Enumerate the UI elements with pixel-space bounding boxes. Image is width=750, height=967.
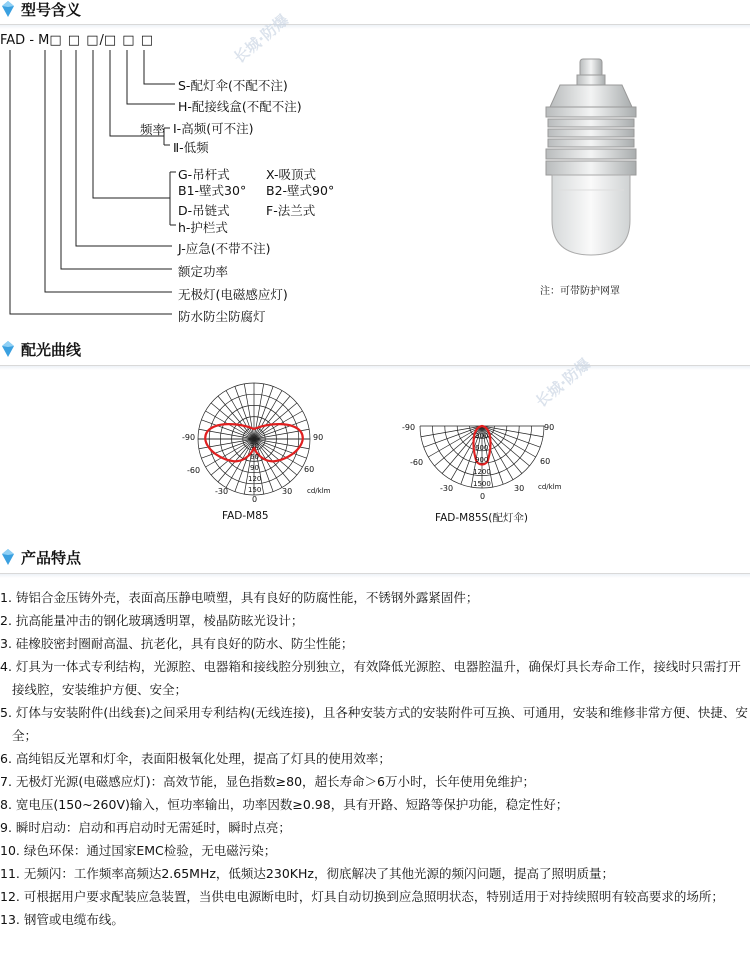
product-note: 注：可带防护网罩 [540,286,620,297]
legend-freq-label: 频率 [140,122,166,137]
radial-label: 1200 [473,468,491,476]
legend-type: 防水防尘防腐灯 [178,309,266,324]
angle-label: -60 [187,466,201,475]
angle-label: 60 [304,465,315,474]
list-item: 6. 高纯铝反光罩和灯伞，表面阳极氧化处理，提高了灯具的使用效率； [0,751,391,766]
angle-label: 30 [282,487,293,496]
radial-label: 300 [475,432,489,440]
radial-label: 1500 [473,480,491,488]
diamond-icon [1,548,15,566]
section-title: 型号含义 [21,0,82,19]
polar-chart-m85 [170,375,350,525]
list-item: 9. 瞬时启动：启动和再启动时无需延时，瞬时点亮； [0,820,291,835]
radial-label: 30 [250,442,259,450]
watermark: 长城·防爆 [230,10,293,67]
legend-f: F-法兰式 [266,203,316,218]
watermark: 长城·防爆 [532,354,595,411]
diamond-icon [1,340,15,358]
legend-g: G-吊杆式 [178,167,230,182]
legend-freq-1: Ⅰ-高频(可不注) [173,121,254,136]
angle-label: 0 [480,492,486,501]
radial-label: 150 [248,486,262,494]
radial-label: 900 [475,456,489,464]
angle-label: 0 [252,495,258,504]
angle-label: -90 [402,423,416,432]
legend-j: J-应急(不带不注) [178,241,271,256]
radial-label: 90 [250,464,259,472]
legend-d: D-吊链式 [178,203,230,218]
chart-caption: FAD-M85 [222,510,269,522]
lamp-product-image [530,55,650,275]
list-item: 3. 硅橡胶密封圈耐高温、抗老化，具有良好的防水、防尘性能； [0,636,354,651]
list-item: 12. 可根据用户要求配装应急装置，当供电电源断电时，灯具自动切换到应急照明状态，特别适用于对持续照明有较高要求的场所； [0,889,724,904]
list-item: 8. 宽电压(150~260V)输入，恒功率输出，功率因数≥0.98，具有开路、短路等保护功能，稳定性好； [0,797,569,812]
unit-label: cd/klm [538,483,562,491]
list-item: 13. 钢管或电缆布线。 [0,912,124,927]
section-header-curve [0,336,81,362]
legend-b1: B1-壁式30° [178,183,247,198]
angle-label: 90 [313,433,324,442]
radial-label: 600 [475,444,489,452]
polar-chart-m85s [392,412,572,522]
angle-label: -90 [182,433,196,442]
list-item: 4. 灯具为一体式专利结构，光源腔、电器箱和接线腔分别独立，有效降低光源腔、电器腔温升，确保灯具长寿命工作，接线时只需打开接线腔，安装维护方便、安全； [0,659,741,697]
legend-hr: h-护栏式 [178,220,228,235]
feature-list [0,586,750,931]
angle-label: 30 [514,484,525,493]
list-item: 5. 灯体与安装附件(出线套)之间采用专利结构(无线连接)，且各种安装方式的安装附件可互换、可通用，安装和维修非常方便、快捷、安全； [0,705,748,743]
radial-label: 60 [250,453,259,461]
chart-caption: FAD-M85S(配灯伞) [435,512,528,524]
section-title: 产品特点 [21,548,82,567]
angle-label: 60 [540,457,551,466]
list-item: 7. 无极灯光源(电磁感应灯)：高效节能，显色指数≥80，超长寿命＞6万小时，长年使用免维护； [0,774,535,789]
legend-b2: B2-壁式90° [266,183,335,198]
legend-x: X-吸顶式 [266,167,316,182]
angle-label: 90 [544,423,555,432]
list-item: 10. 绿色环保：通过国家EMC检验，无电磁污染； [0,843,277,858]
angle-label: -60 [410,458,424,467]
list-item: 11. 无频闪：工作频率高频达2.65MHz，低频达230KHz，彻底解决了其他光源的频闪问题，提高了照明质量； [0,866,614,881]
section-title: 配光曲线 [21,340,82,359]
angle-label: -30 [440,484,454,493]
legend-s: S-配灯伞(不配不注) [178,78,288,93]
section-header-features [0,544,81,570]
list-item: 1. 铸铝合金压铸外壳，表面高压静电喷塑，具有良好的防腐性能，不锈钢外露紧固件； [0,590,479,605]
list-item: 2. 抗高能量冲击的钢化玻璃透明罩，棱晶防眩光设计； [0,613,304,628]
unit-label: cd/klm [307,487,331,495]
legend-power: 额定功率 [178,264,229,279]
legend-h: H-配接线盒(不配不注) [178,99,302,114]
angle-label: -30 [215,487,229,496]
model-code: FAD - M□ □ □/□ □ □ [0,33,154,48]
radial-label: 120 [248,475,262,483]
legend-freq-2: Ⅱ-低频 [173,140,209,155]
legend-lamp: 无极灯(电磁感应灯) [178,287,288,302]
